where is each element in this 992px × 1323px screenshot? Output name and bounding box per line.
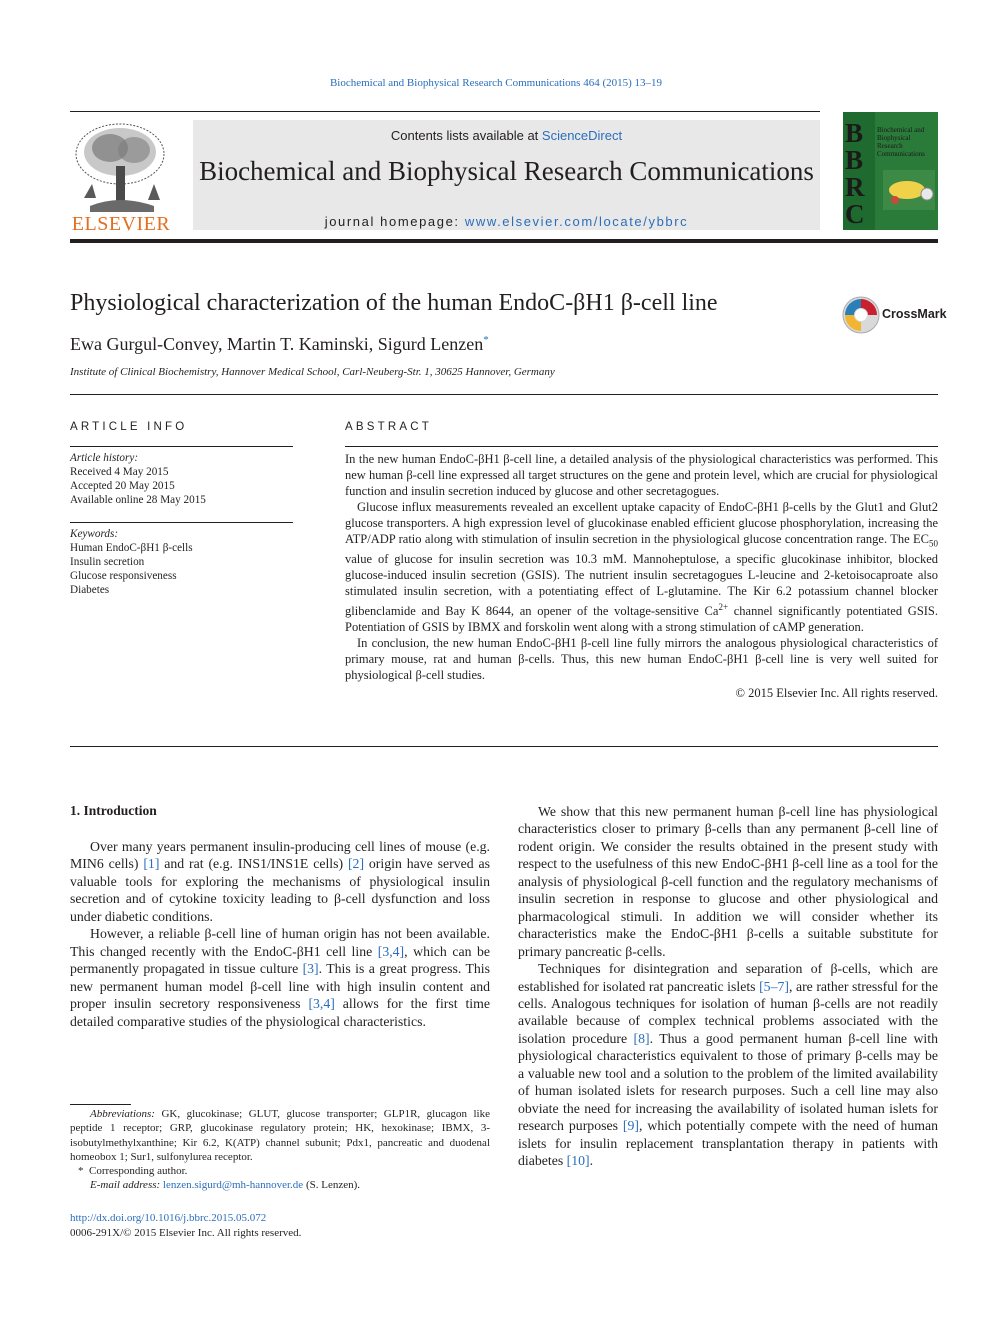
body-text: . This is a great progress. This new permanent human model β-cell line with high insulin content and proper insulin secretory responsiveness — [70, 961, 490, 1012]
accepted-date: Accepted 20 May 2015 — [70, 480, 175, 492]
citation-link[interactable]: [5–7] — [759, 978, 789, 994]
cover-title — [877, 126, 937, 158]
abstract-text: value of glucose for insulin secretion was 10.3 mM. Mannoheptulose, a specific glucokinase inhibitor, blocked glucose-induced insulin secretion (GSIS). The nutrient insulin secretagogues L-leucine and 2-ketoisocaproate also stimulated insulin secretion, with a potentiating effect of L-glutamine. The Kir 6.2 potassium channel blocker glibenclamide and Bay K 8644, an opener of the voltage-sensitive Ca — [345, 552, 938, 619]
abstract-paragraph: In the new human EndoC-βH1 β-cell line, a detailed analysis of the physiological characteristics was performed. This new human β-cell line expressed all target structures on the gene and protein level, which are crucial for physiological function and insulin secretion induced by glucose and other secretagogues. — [345, 452, 938, 498]
author-list — [70, 334, 489, 355]
intro-paragraph — [518, 960, 938, 1169]
abstract-rule — [345, 446, 938, 447]
calcium-superscript: 2+ — [718, 602, 729, 613]
abstract-heading: ABSTRACT — [345, 421, 432, 433]
contents-prefix: Contents lists available at — [390, 128, 542, 143]
issn-line: 0006-291X/© 2015 Elsevier Inc. All rights reserved. — [70, 1227, 302, 1239]
email-footnote — [70, 1178, 490, 1192]
intro-left-column — [70, 838, 490, 1030]
footnote-rule — [70, 1104, 131, 1105]
journal-cover-image — [843, 112, 938, 230]
body-text: , which potentially compete with the need of human islets for insulin replacement transplantation therapy in patients with diabetes — [518, 1118, 938, 1169]
cover-title-line: Research — [877, 142, 903, 150]
homepage-link[interactable]: www.elsevier.com/locate/ybbrc — [464, 214, 689, 229]
abstract-copyright: © 2015 Elsevier Inc. All rights reserved. — [735, 686, 938, 700]
intro-paragraph: We show that this new permanent human β-cell line has physiological characteristics closer to primary β-cells than any permanent β-cell line of rodent origin. We consider the results obtained in the present study with respect to the usefulness of this new EndoC-βH1 β-cell line as a tool for the analysis of physiological β-cell function and the regulatory mechanisms of insulin secretion in response to glucose and other physiological and pharmacological stimuli. In addition we will consider whether its characteristics make the EndoC-βH1 β-cells a suitable substitute for primary pancreatic β-cells. — [518, 804, 938, 959]
body-text: However, a reliable β-cell line of human origin has not been available. This changed recently with the EndoC-βH1 cell line — [70, 926, 490, 959]
article-title: Physiological characterization of the human EndoC-βH1 β-cell line — [70, 290, 718, 316]
keyword-item: Insulin secretion — [70, 556, 145, 568]
citation-link[interactable]: [1] — [143, 856, 160, 872]
homepage-line — [193, 214, 820, 229]
affiliation: Institute of Clinical Biochemistry, Hannover Medical School, Carl-Neuberg-Str. 1, 30625 Hannover, Germany — [70, 366, 555, 378]
body-text: allows for the first time detailed comparative studies of the physiological characteristics. — [70, 996, 490, 1029]
doi-link[interactable]: http://dx.doi.org/10.1016/j.bbrc.2015.05.072 — [70, 1212, 267, 1224]
email-label: E-mail address: — [90, 1179, 161, 1192]
abbreviations-text: GK, glucokinase; GLUT, glucose transporter; GLP1R, glucagon like peptide 1 receptor; GRP, glucokinase regulatory protein; HK, hexokinase; IBMX, 3-isobutylmethylxanthine; Kir 6.2, K(ATP) channel subunit; Pdx1, pancreatic and duodenal homeobox 1; Sur1, sulfonylurea receptor. — [70, 1108, 490, 1163]
cover-title-line: Biochemical and — [877, 126, 925, 134]
footnote-mark: * — [78, 1165, 84, 1178]
cover-spine — [843, 112, 875, 230]
header-top-rule — [70, 111, 820, 112]
body-text: , are rather stressful for the cells. Analogous techniques for isolation of human β-cells are not readily available because of complex technical problems associated with the isolation procedure — [518, 978, 938, 1046]
cover-title-line: Biophysical — [877, 134, 911, 142]
header-bottom-rule — [70, 239, 938, 243]
history-label: Article history: — [70, 452, 139, 464]
journal-banner — [193, 120, 820, 230]
intro-paragraph — [70, 925, 490, 1030]
homepage-prefix: journal homepage: — [324, 214, 465, 229]
doi-block — [70, 1211, 301, 1241]
citation-link[interactable]: [3,4] — [308, 996, 335, 1012]
crossmark-label: CrossMark — [882, 307, 947, 321]
body-text: origin have served as valuable tools for exploring the mechanisms of physiological insulin secretion and of cytokine toxicity leading to β-cell dysfunction and loss under diabetic conditions. — [70, 856, 490, 924]
citation-link[interactable]: [10] — [566, 1153, 590, 1169]
section-heading-introduction: 1. Introduction — [70, 803, 157, 818]
journal-title: Biochemical and Biophysical Research Communications — [199, 156, 814, 186]
corresponding-author-mark[interactable]: * — [483, 334, 489, 346]
citation-link[interactable]: [8] — [633, 1030, 650, 1046]
article-info-rule — [70, 446, 293, 447]
authors-text: Ewa Gurgul-Convey, Martin T. Kaminski, Sigurd Lenzen — [70, 334, 484, 354]
cover-letter: C — [845, 199, 865, 229]
body-text: Over many years permanent insulin-producing cell lines of mouse (e.g. MIN6 cells) — [70, 839, 490, 872]
citation-link[interactable]: [9] — [622, 1118, 639, 1134]
cover-letter: B — [845, 145, 864, 175]
body-text: and rat (e.g. INS1/INS1E cells) — [159, 856, 348, 872]
elsevier-wordmark: ELSEVIER — [71, 213, 171, 235]
cover-letter: B — [845, 118, 864, 148]
corresponding-footnote — [70, 1164, 490, 1178]
email-suffix: (S. Lenzen). — [303, 1179, 360, 1192]
crossmark-badge[interactable] — [842, 296, 947, 334]
abbreviations-label: Abbreviations: — [90, 1108, 155, 1120]
journal-citation-link[interactable]: Biochemical and Biophysical Research Communications 464 (2015) 13–19 — [329, 77, 663, 89]
abstract-paragraph — [345, 500, 938, 636]
crossmark-icon — [842, 296, 880, 334]
keyword-item: Glucose responsiveness — [70, 570, 177, 582]
keywords-block — [70, 527, 293, 597]
article-history — [70, 451, 293, 507]
body-text: Techniques for disintegration and separation of β-cells, which are established for isolated rat pancreatic islets — [518, 961, 938, 994]
body-text: . Thus a good permanent human β-cell line with physiological characteristics equivalent to those of primary β-cells may be a valuable new tool and a solution to the problem of the limited availability of human isolated islets for research purposes. Such a cell line may also obviate the need for increasing the availability of isolated human islets for research purposes — [518, 1030, 938, 1134]
sciencedirect-link[interactable]: ScienceDirect — [541, 128, 623, 143]
citation-link[interactable]: [2] — [347, 856, 365, 872]
elsevier-tree-icon — [70, 120, 172, 216]
body-text: , which can be permanently propagated in tissue culture — [70, 943, 490, 977]
intro-paragraph — [70, 838, 490, 925]
elsevier-logo — [70, 120, 172, 235]
ec50-subscript: 50 — [929, 538, 938, 549]
contents-line — [193, 128, 820, 143]
online-date: Available online 28 May 2015 — [70, 494, 206, 506]
keyword-item: Human EndoC-βH1 β-cells — [70, 542, 193, 554]
cover-illustration-icon — [883, 170, 935, 210]
abstract-body — [345, 452, 938, 702]
intro-right-column — [518, 803, 938, 1170]
body-text: . — [589, 1153, 594, 1169]
citation-link[interactable]: [3,4] — [377, 943, 405, 959]
abstract-text: Glucose influx measurements revealed an excellent uptake capacity of EndoC-βH1 β-cells by the Glut1 and Glut2 glucose transporters. A high expression level of glucokinase enabled efficient glucose phosphorylation, increasing the ATP/ADP ratio along with stimulation of insulin secretion in the physiological glucose concentration range. The EC — [345, 499, 938, 546]
email-link[interactable]: lenzen.sigurd@mh-hannover.de — [162, 1179, 304, 1192]
abbreviations-footnote — [70, 1107, 490, 1164]
citation-link[interactable]: [3] — [302, 961, 319, 977]
abstract-bottom-rule — [70, 746, 938, 747]
keyword-item: Diabetes — [70, 584, 110, 596]
title-rule — [70, 394, 938, 395]
keywords-rule — [70, 522, 293, 523]
article-info-heading: ARTICLE INFO — [70, 421, 188, 433]
abstract-paragraph: In conclusion, the new human EndoC-βH1 β-cell line fully mirrors the analogous physiological characteristics of primary mouse, rat and human β-cells. Thus, this new human EndoC-βH1 β-cell line is very well suited for physiological β-cell studies. — [345, 636, 938, 683]
cover-title-line: Communications — [877, 150, 925, 158]
received-date: Received 4 May 2015 — [70, 466, 169, 478]
keywords-label: Keywords: — [70, 528, 119, 540]
footnotes — [70, 1107, 490, 1193]
corresponding-text: Corresponding author. — [89, 1165, 188, 1178]
abstract-text: channel significantly potentiated GSIS. Potentiation of GSIS by IBMX and forskolin went along with a strong stimulation of cAMP generation. — [345, 604, 939, 635]
cover-letter: R — [845, 172, 865, 202]
